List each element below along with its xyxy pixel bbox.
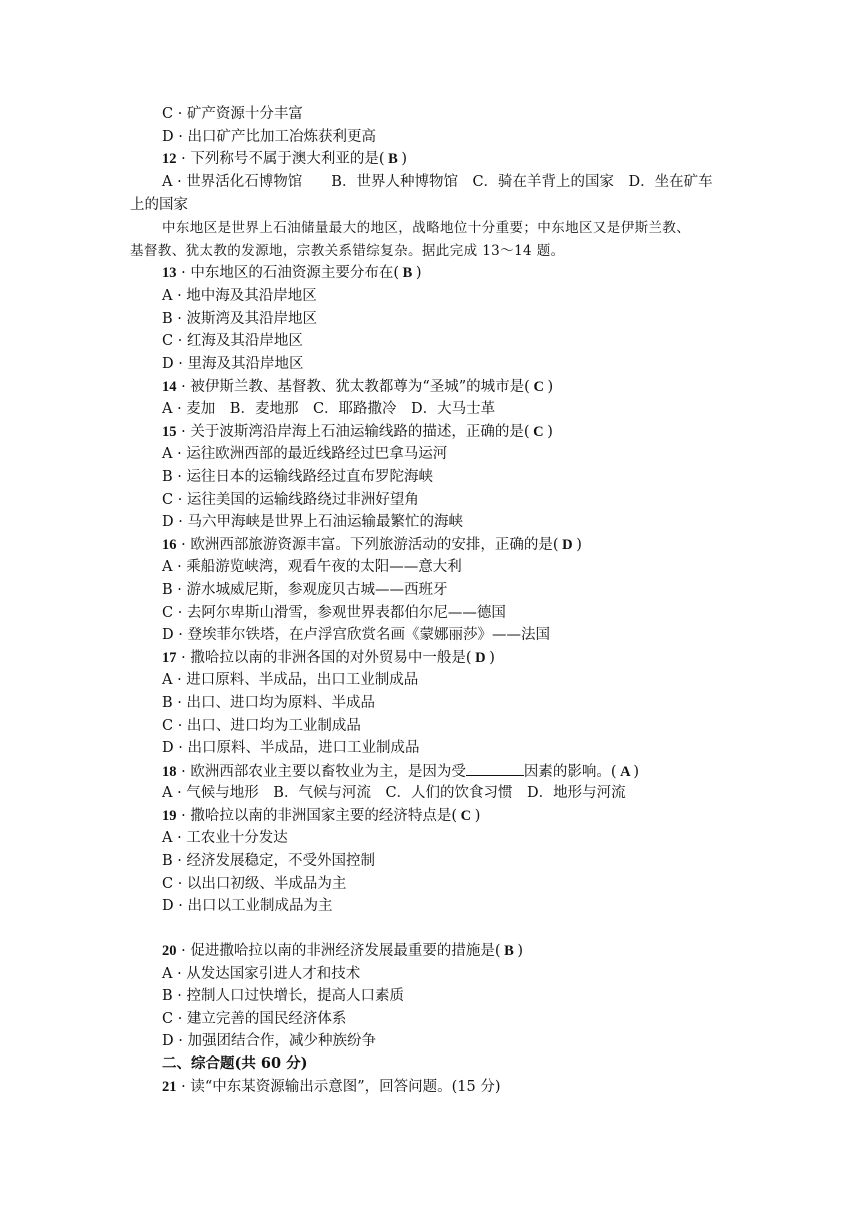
- fill-blank: [466, 761, 524, 776]
- answer: B: [384, 151, 402, 167]
- option-line: C · 建立完善的国民经济体系: [162, 1011, 347, 1027]
- option-line: D · 马六甲海峡是世界上石油运输最繁忙的海峡: [162, 514, 463, 530]
- question-number: 15: [162, 424, 177, 440]
- option-line: C · 红海及其沿岸地区: [162, 333, 303, 349]
- option-line: A · 气候与地形 B．气候与河流 C．人们的饮食习惯 D．地形与河流: [162, 785, 626, 801]
- question-number: 21: [162, 1079, 177, 1095]
- section-heading: 二、综合题(共 60 分): [162, 1055, 308, 1072]
- option-line: A · 工农业十分发达: [162, 830, 288, 846]
- option-line: A · 地中海及其沿岸地区: [162, 288, 317, 304]
- question-number: 13: [162, 265, 177, 281]
- option-line: D · 里海及其沿岸地区: [162, 356, 304, 372]
- question-number: 18: [162, 764, 177, 780]
- option-line: C · 矿产资源十分丰富: [162, 106, 303, 122]
- option-line: A · 从发达国家引进人才和技术: [162, 966, 361, 982]
- question-12: [162, 149, 407, 169]
- option-line: B · 出口、进口均为原料、半成品: [162, 695, 375, 711]
- option-line: 上的国家: [130, 197, 188, 213]
- option-line: A · 运往欧洲西部的最近线路经过巴拿马运河: [162, 446, 448, 462]
- question-paren: ): [489, 650, 495, 666]
- option-line: B · 游水城威尼斯，参观庞贝古城——西班牙: [162, 582, 448, 598]
- question-paren: ): [517, 943, 524, 959]
- question-15: [162, 422, 553, 442]
- option-line: D · 出口以工业制成品为主: [162, 898, 333, 914]
- question-19: [162, 806, 480, 826]
- option-line: B · 运往日本的运输线路经过直布罗陀海峡: [162, 469, 433, 485]
- answer: D: [558, 537, 577, 553]
- question-number: 14: [162, 379, 177, 395]
- question-paren: ): [474, 808, 481, 824]
- answer: C: [456, 808, 475, 824]
- question-paren: ): [576, 537, 582, 553]
- option-line: D · 出口原料、半成品，进口工业制成品: [162, 740, 420, 756]
- question-16: [162, 535, 582, 555]
- option-line: C · 出口、进口均为工业制成品: [162, 718, 361, 734]
- option-line: C · 去阿尔卑斯山滑雪，参观世界表都伯尔尼——德国: [162, 605, 506, 621]
- option-line: A · 乘船游览峡湾，观看午夜的太阳——意大利: [162, 559, 462, 575]
- question-number: 17: [162, 650, 177, 666]
- question-text: · 撒哈拉以南的非洲国家主要的经济特点是(: [176, 808, 457, 824]
- question-17: [162, 648, 495, 668]
- question-number: 19: [162, 808, 177, 824]
- question-text: · 撒哈拉以南的非洲各国的对外贸易中一般是(: [176, 650, 472, 666]
- question-18: [162, 761, 639, 782]
- question-number: 12: [162, 151, 177, 167]
- option-line: B · 经济发展稳定，不受外国控制: [162, 853, 375, 869]
- question-21: [162, 1077, 501, 1097]
- question-13: [162, 263, 422, 283]
- question-text: · 读“中东某资源输出示意图”，回答问题。(15 分): [176, 1079, 501, 1095]
- question-text: · 欧洲西部农业主要以畜牧业为主，是因为受: [176, 764, 466, 780]
- question-text: · 促进撒哈拉以南的非洲经济发展最重要的措施是(: [176, 943, 501, 959]
- answer: D: [471, 650, 490, 666]
- question-paren: ): [547, 424, 553, 440]
- option-line: D · 出口矿产比加工冶炼获利更高: [162, 129, 376, 145]
- question-paren: ): [401, 151, 408, 167]
- option-line: A · 世界活化石博物馆 B．世界人种博物馆 C．骑在羊背上的国家 D．坐在矿车: [162, 174, 713, 190]
- option-line: D · 登埃菲尔铁塔，在卢浮宫欣赏名画《蒙娜丽莎》——法国: [162, 627, 550, 643]
- question-paren: ): [547, 379, 554, 395]
- question-text-tail: 因素的影响。(: [523, 764, 617, 780]
- question-text: · 欧洲西部旅游资源丰富。下列旅游活动的安排，正确的是(: [176, 537, 559, 553]
- answer: C: [529, 424, 548, 440]
- question-number: 20: [162, 943, 177, 959]
- question-20: [162, 941, 523, 961]
- question-14: [162, 377, 553, 397]
- question-paren: ): [633, 764, 640, 780]
- answer: C: [529, 379, 548, 395]
- passage-line: 基督教、犹太教的发源地，宗教关系错综复杂。据此完成 13～14 题。: [130, 243, 565, 259]
- question-number: 16: [162, 537, 177, 553]
- question-text: · 下列称号不属于澳大利亚的是(: [176, 151, 385, 167]
- question-text: · 被伊斯兰教、基督教、犹太教都尊为“圣城”的城市是(: [176, 379, 530, 395]
- option-line: A · 进口原料、半成品，出口工业制成品: [162, 672, 419, 688]
- option-line: B · 控制人口过快增长，提高人口素质: [162, 988, 404, 1004]
- question-paren: ): [415, 265, 422, 281]
- question-text: · 中东地区的石油资源主要分布在(: [176, 265, 399, 281]
- answer: A: [616, 764, 634, 780]
- option-line: B · 波斯湾及其沿岸地区: [162, 311, 317, 327]
- option-line: C · 以出口初级、半成品为主: [162, 876, 347, 892]
- answer: B: [500, 943, 518, 959]
- option-line: D · 加强团结合作，减少种族纷争: [162, 1033, 376, 1049]
- option-line: A · 麦加 B．麦地那 C．耶路撒冷 D．大马士革: [162, 401, 496, 417]
- passage-line: 中东地区是世界上石油储量最大的地区，战略地位十分重要；中东地区又是伊斯兰教、: [162, 220, 691, 236]
- question-text: · 关于波斯湾沿岸海上石油运输线路的描述，正确的是(: [176, 424, 530, 440]
- option-line: C · 运往美国的运输线路绕过非洲好望角: [162, 492, 419, 508]
- answer: B: [398, 265, 416, 281]
